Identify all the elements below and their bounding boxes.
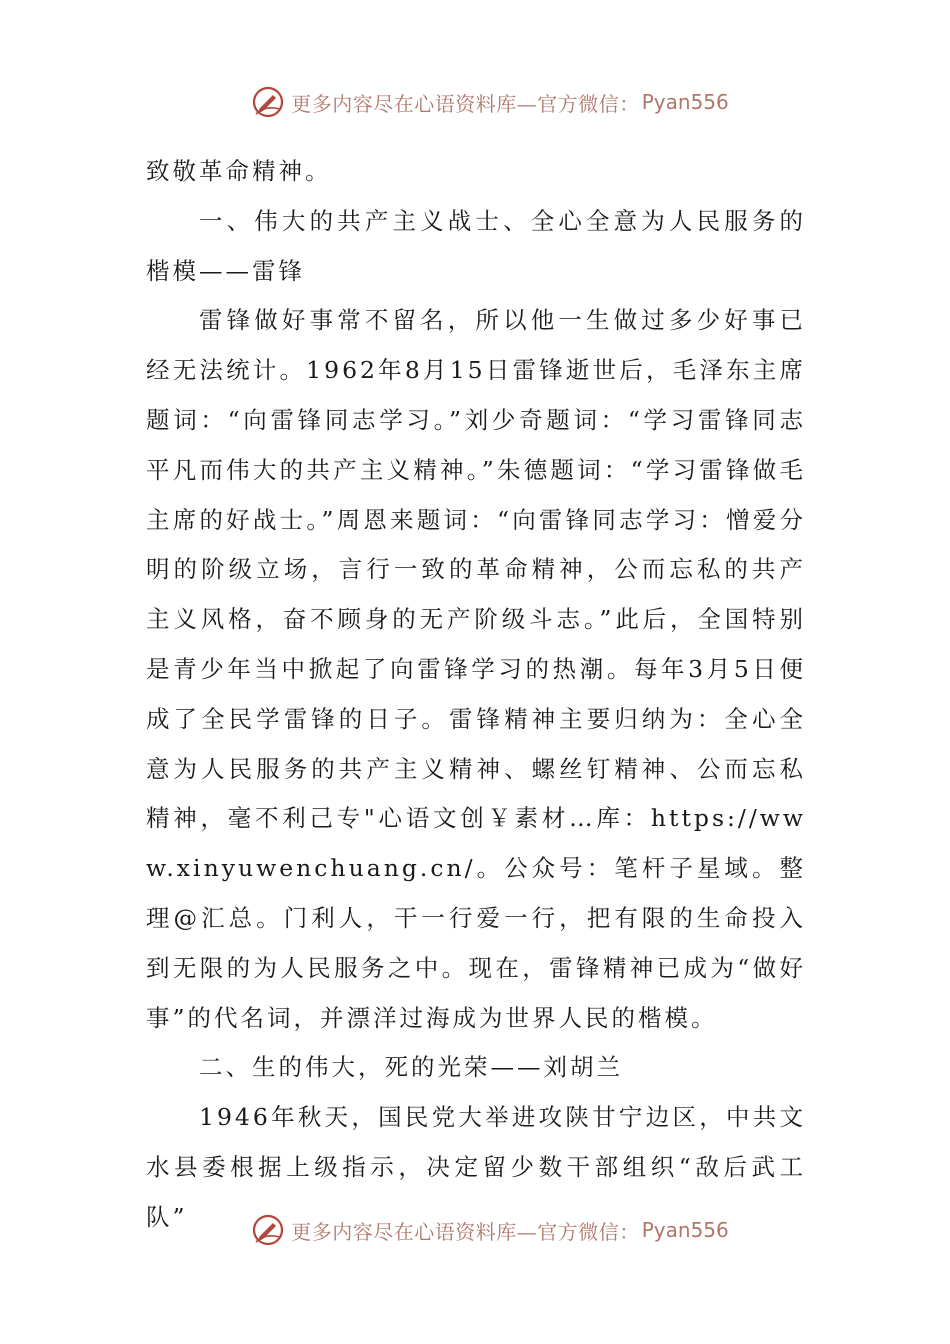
paragraph-liuhulan: 1946年秋天，国民党大举进攻陕甘宁边区，中共文水县委根据上级指示，决定留少数干部组织“敌后武工队” <box>146 1103 806 1231</box>
document-body <box>146 147 806 1243</box>
pen-logo-icon <box>251 85 285 119</box>
footer-banner-text: 更多内容尽在心语资料库—官方微信： <box>291 1219 640 1244</box>
header-banner <box>0 82 950 122</box>
header-banner-wechat-id: Pyan556 <box>641 90 729 114</box>
header-banner-text: 更多内容尽在心语资料库—官方微信： <box>291 91 640 116</box>
section-heading-liuhulan: 二、生的伟大，死的光荣——刘胡兰 <box>199 1053 623 1082</box>
footer-banner-wechat-id: Pyan556 <box>641 1218 729 1242</box>
paragraph-leifeng: 雷锋做好事常不留名，所以他一生做过多少好事已经无法统计。1962年8月15日雷锋逝世后，毛泽东主席题词：“向雷锋同志学习。”刘少奇题词：“学习雷锋同志平凡而伟大的共产主义精神。”朱德题词：“学习雷锋做毛主席的好战士。”周恩来题词：“向雷锋同志学习：憎爱分明的阶级立场，言行一致的革命精神，公而忘私的共产主义风格，奋不顾身的无产阶级斗志。”此后，全国特别是青少年当中掀起了向雷锋学习的热潮。每年3月5日便成了全民学雷锋的日子。雷锋精神主要归纳为：全心全意为人民服务的共产主义精神、螺丝钉精神、公而忘私精神，毫不利己专"心语文创￥素材…库：https://www.xinyuwenchuang.cn/。公众号：笔杆子星域。整理@汇总。门利人，干一行爱一行，把有限的生命投入到无限的为人民服务之中。现在，雷锋精神已成为“做好事”的代名词，并漂洋过海成为世界人民的楷模。 <box>146 306 806 1032</box>
footer-banner <box>0 1210 950 1250</box>
footer-banner-content <box>251 1213 729 1247</box>
header-banner-content <box>251 85 729 119</box>
paragraph-intro: 致敬革命精神。 <box>146 157 332 185</box>
section-heading-leifeng: 一、伟大的共产主义战士、全心全意为人民服务的楷模——雷锋 <box>146 206 806 285</box>
pen-logo-icon <box>251 1213 285 1247</box>
